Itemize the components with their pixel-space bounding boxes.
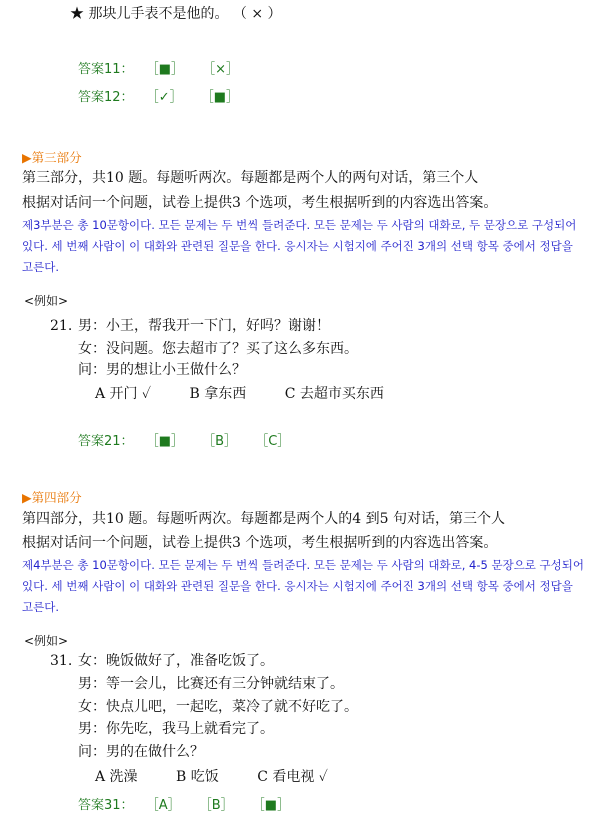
answer-option: ［■］ xyxy=(145,434,184,449)
answer-option: ［■］ xyxy=(145,62,184,77)
answer-option: ［■］ xyxy=(251,798,291,813)
dialogue-line: 女：晚饭做好了，准备吃饭了。 xyxy=(78,653,274,669)
part3-example-label: <例如> xyxy=(24,294,69,308)
option-b: B 拿东西 xyxy=(189,386,247,402)
part4-question-number: 31. xyxy=(50,653,73,669)
part4-options xyxy=(95,767,362,787)
part4-desc-line1: 第四部分，共10 题。每题听两次。每题都是两个人的4 到5 句对话，第三个人 xyxy=(22,511,505,527)
dialogue-line: 女：没问题。您去超市了？买了这么多东西。 xyxy=(78,341,358,357)
answer-option: ［B］ xyxy=(198,798,234,813)
answer-row-12 xyxy=(78,86,245,105)
part3-options xyxy=(95,384,418,404)
answer-option: ［A］ xyxy=(145,798,181,813)
answer-option: ［✓］ xyxy=(145,90,183,105)
part3-heading: ▶第三部分 xyxy=(22,150,82,165)
dialogue-line: 男：小王，帮我开一下门，好吗？谢谢！ xyxy=(78,318,330,334)
option-c: C 去超市买东西 xyxy=(284,386,384,402)
answer-row-21 xyxy=(78,430,296,449)
part3-korean-desc: 제3부분은 총 10문항이다. 모든 문제는 두 번씩 들려준다. 모든 문제는 두 사람의 대화로, 두 문장으로 구성되어 있다. 세 번째 사람이 이 대화와 관련된 질문을 한다. 응시자는 시험지에 주어진 3개의 선택 항목 중에서 정답을 고른다. xyxy=(22,218,577,274)
answer-option: ［B］ xyxy=(202,434,238,449)
option-a: A 洗澡 xyxy=(95,769,138,785)
option-c: C 看电视 ✓ xyxy=(257,769,328,785)
part4-example-label: <例如> xyxy=(24,634,69,648)
dialogue-line: 男：等一会儿，比赛还有三分钟就结束了。 xyxy=(78,676,344,692)
answer-label: 答案12： xyxy=(78,90,134,105)
question-line: 问：男的想让小王做什么？ xyxy=(78,362,246,378)
statement-text: ★ 那块儿手表不是他的。 （ × ） xyxy=(70,6,282,22)
answer-label: 答案31： xyxy=(78,798,134,813)
part4-heading: ▶第四部分 xyxy=(22,490,82,505)
dialogue-line: 男：你先吃，我马上就看完了。 xyxy=(78,721,274,737)
dialogue-line: 女：快点儿吧，一起吃，菜冷了就不好吃了。 xyxy=(78,699,358,715)
answer-option: ［■］ xyxy=(200,90,240,105)
option-a: A 开门 ✓ xyxy=(95,386,152,402)
part3-question-number: 21. xyxy=(50,318,73,334)
answer-row-31 xyxy=(78,794,296,813)
option-b: B 吃饭 xyxy=(176,769,219,785)
part4-desc-line2: 根据对话问一个问题，试卷上提供3 个选项，考生根据听到的内容选出答案。 xyxy=(22,535,498,551)
answer-option: ［C］ xyxy=(255,434,291,449)
question-line: 问：男的在做什么？ xyxy=(78,744,204,760)
answer-label: 答案11： xyxy=(78,62,134,77)
part4-korean-desc: 제4부분은 총 10문항이다. 모든 문제는 두 번씩 들려준다. 모든 문제는 두 사람의 대화로, 4-5 문장으로 구성되어 있다. 세 번째 사람이 이 대화와 관련된 질문을 한다. 응시자는 시험지에 주어진 3개의 선택 항목 중에서 정답을 고른다. xyxy=(22,558,584,614)
answer-label: 答案21： xyxy=(78,434,134,449)
part3-desc-line2: 根据对话问一个问题，试卷上提供3 个选项，考生根据听到的内容选出答案。 xyxy=(22,195,498,211)
answer-option: ［×］ xyxy=(202,62,240,77)
part3-desc-line1: 第三部分，共10 题。每题听两次。每题都是两个人的两句对话，第三个人 xyxy=(22,170,479,186)
answer-row-11 xyxy=(78,58,245,77)
